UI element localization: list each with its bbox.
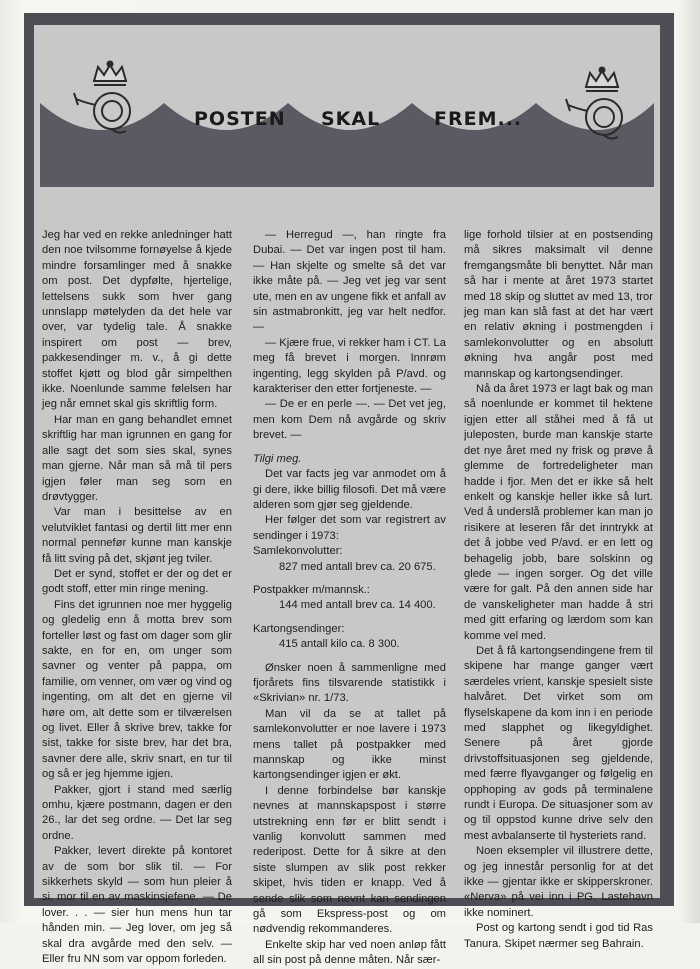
paragraph: Jeg har ved en rekke anledninger hatt den noe tvilsomme fornøyelse å kjede mindre forsamlinger med å snakke om post. Det dypfølte, hjertelige, lettelsens sukk som hver gang unnslapp møtelyden da det hele var over, var tydelig tale. Å snakke inspirert om post — brev, pakkesendinger m. v., å gi dette stoffet kjøtt og blod går simpelthen ikke. Noenlunde samme følelsen har jeg når emnet skal gis skriftlig form. <box>42 229 232 411</box>
paragraph: Noen eksempler vil illustrere dette, og jeg innestår personlig for at det ikke — gjentar ikke er skipperskroner. «Nerva» på vei inn i PG. Lastehavn ikke nominert. <box>464 845 653 919</box>
title-word-3: FREM... <box>434 108 523 130</box>
paragraph: Man vil da se at tallet på samlekonvolutter er noe lavere i 1973 mens tallet på postpakker med mannskap og ikke minst kartongsendinger igjen er økt. <box>253 707 446 782</box>
paragraph: Pakker, levert direkte på kontoret av de som bor slik til. — For sikkerhets skyld — som hun pleier å si, mor til en av maskinsjefene. — De lover. . . — sier hun mens hun tar hånden min. — Jeg lover, om jeg så skal dra avgårde med den selv. — Eller fru NN som var oppom forleden. <box>42 845 232 966</box>
paragraph: Fins det igrunnen noe mer hyggelig og gledelig enn å motta brev som forteller løst og fast om dager som glir sakte, en for en, om unger som savner og venter på pappa, om familie, om venner, om vær og vind og ingenting, om alt det en gjerne vil høre om, alt dette som er tilværelsen og livet. Eller å skrive brev, takke for sist, takke for siste brev, har det bra, savner dere alle, skriv snart, en tur til og så er jeg hjemme igjen. <box>42 598 232 781</box>
paragraph: — De er en perle —. — Det vet jeg, men kom Dem nå avgårde og skriv brevet. — <box>253 398 446 442</box>
paragraph: Ønsker noen å sammenligne med fjorårets fins tilsvarende statistikk i «Skrivian» nr. 1/73. <box>253 661 446 705</box>
column-1 <box>42 228 232 968</box>
stat-value: 827 med antall brev ca. 20 675. <box>279 560 436 573</box>
stat-value: 415 antall kilo ca. 8 300. <box>279 638 400 651</box>
posthorn-crown-icon <box>72 59 136 139</box>
stat-label: Kartongsendinger: <box>253 622 345 635</box>
stat-label: Postpakker m/mannsk.: <box>253 583 370 596</box>
paragraph: Det er synd, stoffet er der og det er godt stoff, etter min ringe mening. <box>42 567 232 596</box>
paragraph: I denne forbindelse bør kanskje nevnes at mannskapspost i større utstrekning enn før er blitt sendt i vanlig konvolutt sammen med rederipost. Dette for å sikre at den siste slumpen av slik post rekker skipet, hvis tiden er knapp. Ved å sende slik som nevnt kan sendingen gå som Ekspress-post og om nødvendig rekommanderes. <box>253 784 446 936</box>
paragraph: Her følger det som var registrert av sendinger i 1973: <box>253 514 446 542</box>
column-2 <box>253 228 446 969</box>
column-3 <box>464 228 653 952</box>
paragraph: lige forhold tilsier at en postsending må sikres maksimalt vil denne fremgangsmåte bli benyttet. Når man så har i mente at året 1973 startet med 18 skip og sluttet av med 13, tror jeg man kan slå fast at det har vært en relativ økning i postmengden i samlekonvolutter og en absolutt økning hva angår post med mannskap og kartongsendinger. <box>464 229 653 380</box>
posthorn-crown-icon <box>564 65 628 145</box>
paragraph: Det var facts jeg var anmodet om å gi dere, ikke billig filosofi. Det må være alderen som gjør seg gjeldende. <box>253 468 446 511</box>
paragraph: Nå da året 1973 er lagt bak og man så noenlunde er kommet til hektene igjen etter all ståhei med å få ut juleposten, burde man kanskje starte det nye året med ny frisk og prøve å glemme de fortredeligheter man hadde i fjor. Men det er ikke så helt enkelt og kanskje heller ikke så lurt. Ved å underslå problemer kan man jo risikere at leseren får det inntrykk at det å jobbe ved P/avd. er en lett og behagelig jobb, bare solskinn og glede — ingen sorger. Og det ville være for galt. På den annen side har de vanskeligheter man hadde å stri med gitt erfaring og lærdom som kan komme vel med. <box>464 383 653 642</box>
paragraph-italic: Tilgi meg. <box>253 452 302 465</box>
page-content <box>34 25 660 967</box>
paragraph: Har man en gang behandlet emnet skriftlig har man igrunnen en gang for alle sagt det som sies skal, synes man gjerne. Når man så må til pers igjen føler man seg som en drøvtygger. <box>42 413 232 503</box>
page-frame <box>24 13 674 967</box>
header-banner <box>34 25 660 189</box>
paragraph: Enkelte skip har ved noen anløp fått all sin post på denne måten. Når sær- <box>253 938 446 967</box>
stat-value: 144 med antall brev ca. 14 400. <box>279 599 436 612</box>
paragraph: — Kjære frue, vi rekker ham i CT. La meg få brevet i morgen. Innrøm ingenting, legg skylden på P/avd. og karakteriser den etter fortjeneste. — <box>253 336 446 396</box>
paragraph: Var man i besittelse av en velutviklet fantasi og dertil litt mer enn normal pennefør kunne man kanskje få litt sving på det, skjønt jeg tviler. <box>42 506 232 565</box>
stat-label: Samlekonvolutter: <box>253 545 343 558</box>
paragraph: Pakker, gjort i stand med særlig omhu, kjære postmann, dagen er den 26., lar det seg ordne. — Det lar seg ordne. <box>42 783 232 842</box>
paragraph: — Herregud —, han ringte fra Dubai. — Det var ingen post til ham. — Han skjelte og smelte så det var ikke måte på. — Jeg vet jeg var sent ute, men en av ungene fikk et anfall av sin astmabronkitt, jeg var helt nedfor. — <box>253 229 446 334</box>
title-word-1: POSTEN <box>194 108 286 130</box>
paragraph: Post og kartong sendt i god tid Ras Tanura. Skipet nærmer seg Bahrain. <box>464 922 653 950</box>
title-word-2: SKAL <box>321 108 381 130</box>
paragraph: Det å få kartongsendingene frem til skipene har mange ganger vært særdeles vrient, kanskje spesielt siste halvåret. Det virket som om flyselskapene da kom inn i en periode med slapphet og likegyldighet. Senere på året gjorde drivstoffsituasjonen seg gjeldende, med færre flyavganger og følgelig en opphoping av gods på terminalene rundt i Europa. De situasjoner som av og til oppstod kunne drive selv den mest avbalanserte til hysteriets rand. <box>464 644 653 842</box>
